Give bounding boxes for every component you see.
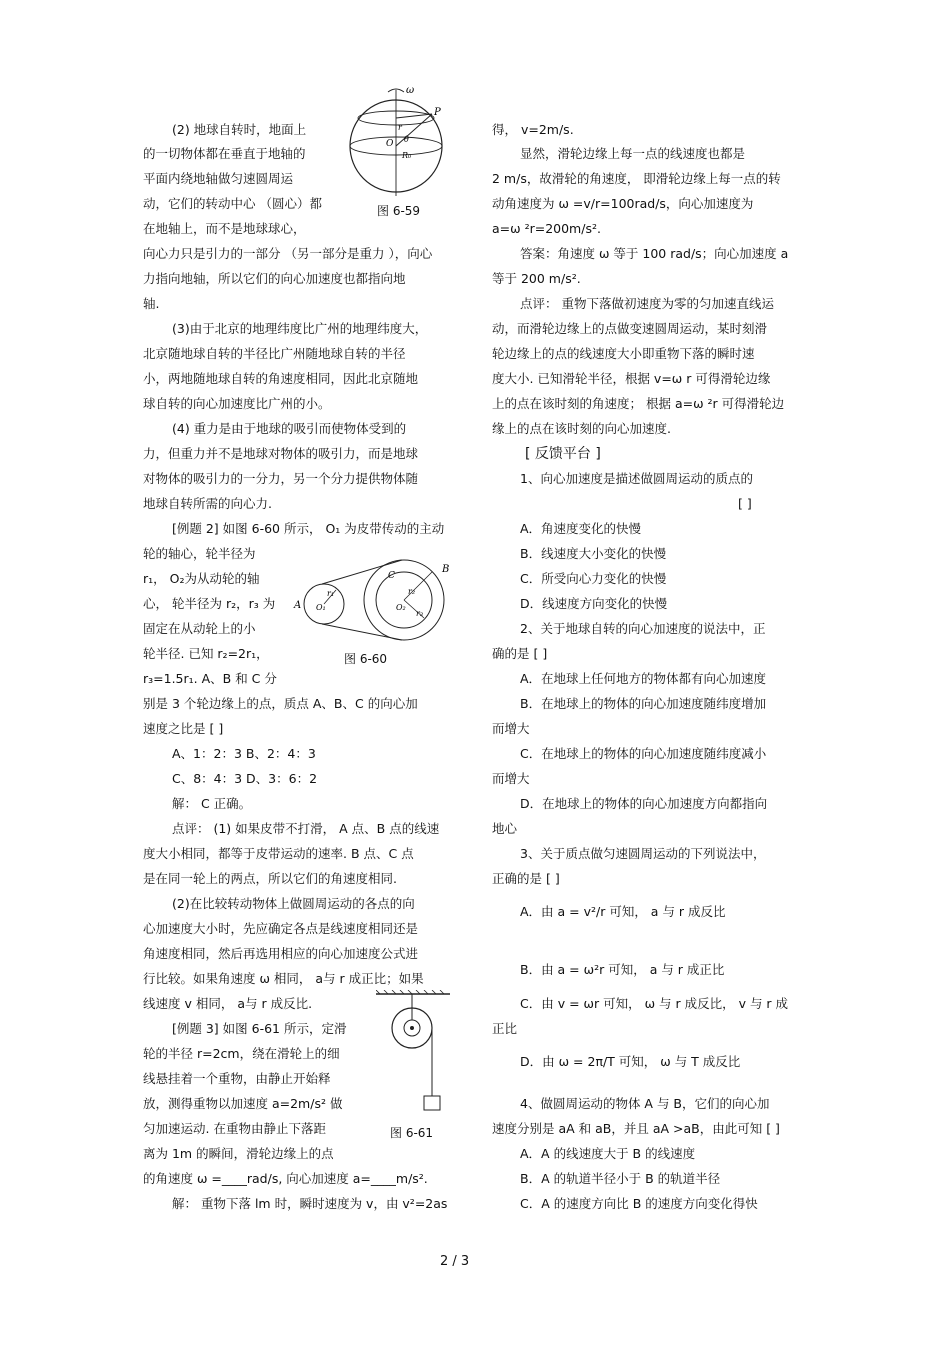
option-line: C、8：4：3 D、3：6：2 [172, 771, 318, 786]
text-line: 行比较。如果角速度 ω 相同， a与 r 成正比；如果 [143, 971, 424, 986]
point-c-label: C [388, 571, 395, 581]
text-line: 心加速度大小时，先应确定各点是线速度相同还是 [143, 921, 419, 936]
text-line: 速度之比是 [ ] [143, 721, 224, 736]
text-line: 度大小相同，都等于皮带运动的速率. B 点、C 点 [143, 846, 414, 861]
option-line: A．角速度变化的快慢 [520, 521, 642, 536]
text-line: 点评： (1) 如果皮带不打滑， A 点、B 点的线速 [172, 821, 440, 836]
figure-6-59-caption: 图 6-59 [377, 204, 421, 218]
text-line: 缘上的点在该时刻的向心加速度. [492, 421, 671, 436]
text-line: 力，但重力并不是地球对物体的吸引力，而是地球 [143, 446, 419, 461]
text-line: 平面内绕地轴做匀速圆周运 [143, 171, 294, 186]
option-line: C．所受向心力变化的快慢 [520, 571, 667, 586]
text-line: 正比 [492, 1021, 518, 1036]
text-line: 正确的是 [ ] [492, 871, 560, 886]
text-line: 的一切物体都在垂直于地轴的 [143, 146, 306, 161]
r2-label: r₂ [408, 587, 416, 596]
text-line: 线速度 v 相同， a与 r 成反比. [143, 996, 313, 1011]
omega-label: ω [406, 85, 415, 96]
text-line: 动，它们的转动中心 （圆心）都 [143, 196, 322, 211]
text-line: 地心 [492, 821, 518, 836]
option-line: D．由 ω = 2π/T 可知， ω 与 T 成反比 [520, 1054, 741, 1069]
text-line: 解： C 正确。 [172, 796, 252, 811]
text-line: 轴. [143, 296, 160, 311]
text-line: 解： 重物下落 lm 时，瞬时速度为 v，由 v²=2as [172, 1196, 448, 1211]
text-line: 心， 轮半径为 r₂，r₃ 为 [143, 596, 276, 611]
option-line: B．由 a = ω²r 可知， a 与 r 成正比 [520, 962, 725, 977]
text-line: 轮边缘上的点的线速度大小即重物下落的瞬时速 [492, 346, 755, 361]
text-line: 向心力只是引力的一部分 （另一部分是重力 ），向心 [143, 246, 433, 261]
figure-6-61-caption: 图 6-61 [390, 1126, 434, 1140]
o2-label: O₂ [396, 603, 406, 612]
question-4: 4、做圆周运动的物体 A 与 B，它们的向心加 [520, 1096, 770, 1111]
option-line: A．在地球上任何地方的物体都有向心加速度 [520, 671, 767, 686]
theta-label: θ [404, 135, 409, 144]
text-line: 确的是 [ ] [492, 646, 548, 661]
text-line: 得， v=2m/s. [492, 122, 574, 137]
text-line: 北京随地球自转的半径比广州随地球自转的半径 [143, 346, 406, 361]
text-line: (2)在比较转动物体上做圆周运动的各点的向 [172, 896, 415, 911]
option-line: C．A 的速度方向比 B 的速度方向变化得快 [520, 1196, 758, 1211]
text-line: 点评： 重物下落做初速度为零的匀加速直线运 [520, 296, 774, 311]
text-line: r₁， O₂为从动轮的轴 [143, 571, 260, 586]
text-line: 等于 200 m/s². [492, 271, 581, 286]
point-a-label: A [294, 600, 302, 611]
question-1: 1、向心加速度是描述做圆周运动的质点的 [520, 471, 753, 486]
point-p-label: P [434, 107, 441, 118]
option-line: B．A 的轨道半径小于 B 的轨道半径 [520, 1171, 721, 1186]
point-b-label: B [442, 564, 450, 575]
text-line: 对物体的吸引力的一分力，另一个分力提供物体随 [143, 471, 419, 486]
text-line: 是在同一轮上的两点，所以它们的角速度相同. [143, 871, 397, 886]
text-line: 轮半径. 已知 r₂=2r₁， [143, 646, 269, 661]
text-line: 在地轴上，而不是地球球心， [143, 221, 306, 236]
option-line: B．在地球上的物体的向心加速度随纬度增加 [520, 696, 767, 711]
text-line: 线悬挂着一个重物，由静止开始释 [143, 1071, 331, 1086]
text-line: 度大小. 已知滑轮半径，根据 v=ω r 可得滑轮边缘 [492, 371, 771, 386]
option-line: A．由 a = v²/r 可知， a 与 r 成反比 [520, 904, 726, 919]
text-line: 匀加速运动. 在重物由静止下落距 [143, 1121, 326, 1136]
radius-r0-label: R₀ [402, 151, 412, 160]
text-line: 答案：角速度 ω 等于 100 rad/s；向心加速度 a [520, 246, 789, 261]
option-line: D．在地球上的物体的向心加速度方向都指向 [520, 796, 768, 811]
figure-6-60-caption: 图 6-60 [344, 652, 388, 666]
text-line: 小，两地随地球自转的角速度相同，因此北京随地 [143, 371, 419, 386]
example-2-heading: [例题 2] 如图 6-60 所示， O₁ 为皮带传动的主动 [172, 521, 445, 536]
question-2: 2、关于地球自转的向心加速度的说法中，正 [520, 621, 766, 636]
text-line: 的角速度 ω =____rad/s, 向心加速度 a=____m/s². [143, 1171, 428, 1186]
center-o-label: O [386, 139, 394, 149]
option-line: D．线速度方向变化的快慢 [520, 596, 668, 611]
o1-label: O₁ [316, 603, 326, 612]
option-line: B．线速度大小变化的快慢 [520, 546, 667, 561]
text-line: 速度分别是 aA 和 aB，并且 aA >aB，由此可知 [ ] [492, 1121, 780, 1136]
question-3: 3、关于质点做匀速圆周运动的下列说法中， [520, 846, 766, 861]
text-line: 离为 1m 的瞬间，滑轮边缘上的点 [143, 1146, 334, 1161]
option-line: C．在地球上的物体的向心加速度随纬度减小 [520, 746, 767, 761]
r1-label: r₁ [327, 589, 335, 598]
text-line: 显然，滑轮边缘上每一点的线速度也都是 [520, 146, 746, 161]
text-line: 动角速度为 ω =v/r=100rad/s，向心加速度为 [492, 196, 754, 211]
example-3-heading: [例题 3] 如图 6-61 所示，定滑 [172, 1021, 347, 1036]
option-line: A．A 的线速度大于 B 的线速度 [520, 1146, 696, 1161]
feedback-heading: [ 反馈平台 ] [525, 446, 601, 462]
text-line: r₃=1.5r₁. A、B 和 C 分 [143, 671, 277, 686]
text-line: (3)由于北京的地理纬度比广州的地理纬度大， [172, 321, 428, 336]
text-line: 而增大 [492, 721, 530, 736]
text-line: 而增大 [492, 771, 530, 786]
text-line: 角速度相同，然后再选用相应的向心加速度公式进 [143, 946, 419, 961]
text-line: 动，而滑轮边缘上的点做变速圆周运动，某时刻滑 [492, 321, 768, 336]
page-number: 2 / 3 [440, 1254, 470, 1269]
text-line: 别是 3 个轮边缘上的点，质点 A、B、C 的向心加 [143, 696, 418, 711]
text-line: 固定在从动轮上的小 [143, 621, 256, 636]
option-line: C．由 v = ωr 可知， ω 与 r 成反比， v 与 r 成 [520, 996, 789, 1011]
text-line: 球自转的向心加速度比广州的小。 [143, 396, 331, 411]
option-line: A、1：2：3 B、2：4：3 [172, 746, 316, 761]
text-line: 上的点在该时刻的角速度； 根据 a=ω ²r 可得滑轮边 [492, 396, 785, 411]
figure-6-60-belt-drive [292, 558, 452, 646]
text-line: 2 m/s，故滑轮的角速度， 即滑轮边缘上每一点的转 [492, 171, 781, 186]
text-line: a=ω ²r=200m/s². [492, 221, 601, 236]
text-line: (2) 地球自转时，地面上 [172, 122, 307, 137]
figure-6-61-pulley [376, 990, 454, 1116]
text-line: 地球自转所需的向心力. [143, 496, 272, 511]
figure-6-59-earth [344, 82, 454, 200]
text-line: (4) 重力是由于地球的吸引而使物体受到的 [172, 421, 407, 436]
r3-label: r₃ [416, 609, 424, 618]
text-line: 力指向地轴，所以它们的向心加速度也都指向地 [143, 271, 406, 286]
answer-bracket: [ ] [738, 496, 752, 511]
text-line: 轮的半径 r=2cm，绕在滑轮上的细 [143, 1046, 340, 1061]
text-line: 放，测得重物以加速度 a=2m/s² 做 [143, 1096, 343, 1111]
text-line: 轮的轴心，轮半径为 [143, 546, 256, 561]
radius-r-label: r [398, 123, 402, 132]
